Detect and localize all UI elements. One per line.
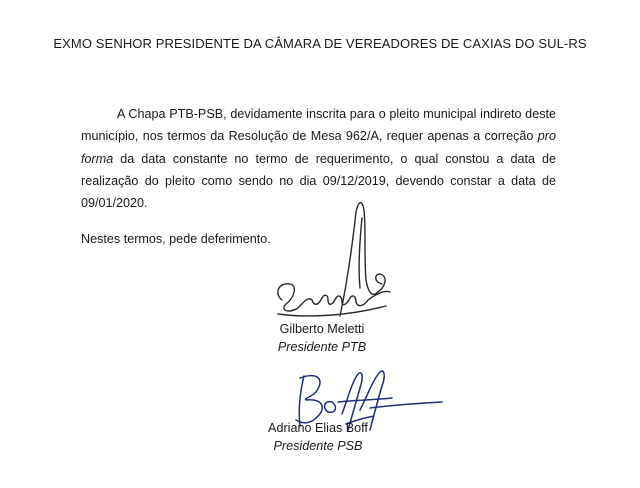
signatory-name: Gilberto Meletti: [279, 322, 365, 336]
signatory-name: Adriano Elias Boff: [268, 421, 368, 435]
paragraph-emphasis: pro forma: [81, 129, 556, 166]
signatory-block-1: [262, 320, 382, 356]
document-heading: EXMO SENHOR PRESIDENTE DA CÂMARA DE VEREADORES DE CAXIAS DO SUL-RS: [53, 36, 587, 51]
signatory-block-2: [252, 419, 384, 455]
signatory-role: Presidente PSB: [273, 439, 363, 453]
signature-gilberto-meletti: [268, 188, 398, 338]
paragraph-text-part2: da data constante no termo de requerimento, o qual constou a data de realização do pleito como sendo no dia 09/12/2019, devendo constar a data de 09/01/2020.: [81, 151, 556, 211]
closing-line: Nestes termos, pede deferimento.: [81, 232, 271, 246]
paragraph-text-part1: A Chapa PTB-PSB, devidamente inscrita para o pleito municipal indireto deste município, nos termos da Resolução de Mesa 962/A, requer apenas a correção: [81, 107, 556, 144]
signatory-role: Presidente PTB: [277, 340, 367, 354]
